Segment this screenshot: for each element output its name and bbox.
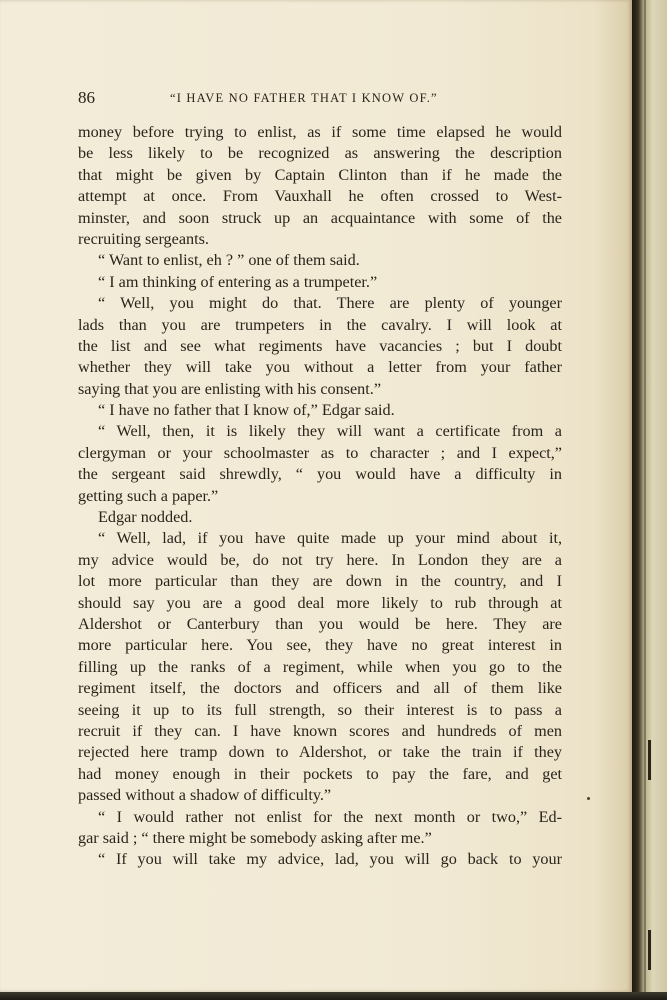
text-line: the sergeant said shrewdly, “ you would have a difficulty in (78, 465, 562, 484)
text-line: “ I would rather not enlist for the next month or two,” Ed- (98, 807, 562, 826)
text-line: “ Well, you might do that. There are plenty of younger (98, 294, 562, 313)
text-line: “ Want to enlist, eh ? ” one of them said. (98, 251, 360, 270)
text-line: that might be given by Captain Clinton than if he made the (78, 165, 562, 184)
text-line: “ I am thinking of entering as a trumpeter.” (98, 272, 378, 291)
text-line: the list and see what regiments have vacancies ; but I doubt (78, 336, 562, 355)
text-line: gar said ; “ there might be somebody asking after me.” (78, 828, 432, 847)
text-line: rejected here tramp down to Aldershot, or take the train if they (78, 743, 562, 762)
text-line: “ Well, then, it is likely they will want a certificate from a (98, 422, 562, 441)
text-line: saying that you are enlisting with his consent.” (78, 379, 382, 398)
text-line: regiment itself, the doctors and officers and all of them like (78, 679, 562, 698)
text-line: “ I have no father that I know of,” Edgar said. (98, 401, 395, 420)
text-line: Edgar nodded. (98, 508, 193, 527)
text-line: clergyman or your schoolmaster as to character ; and I expect,” (78, 443, 562, 462)
text-line: lot more particular than they are down in the country, and I (78, 572, 562, 591)
text-line: minster, and soon struck up an acquaintance with some of the (78, 208, 562, 227)
text-line: money before trying to enlist, as if some time elapsed he would (78, 123, 562, 141)
margin-mark (648, 740, 651, 780)
book-spine (632, 0, 667, 1000)
body-text (78, 122, 562, 871)
margin-dot (587, 797, 590, 800)
text-line: “ Well, lad, if you have quite made up your mind about it, (98, 529, 562, 548)
text-line: be less likely to be recognized as answering the description (78, 144, 562, 163)
text-line: attempt at once. From Vauxhall he often crossed to West- (78, 187, 562, 206)
text-line: filling up the ranks of a regiment, while when you go to the (78, 657, 562, 676)
running-title: “I HAVE NO FATHER THAT I KNOW OF.” (170, 91, 438, 105)
text-line: getting such a paper.” (78, 486, 219, 505)
text-line: lads than you are trumpeters in the cavalry. I will look at (78, 315, 562, 334)
margin-mark (648, 930, 651, 970)
text-line: seeing it up to its full strength, so their interest is to pass a (78, 700, 562, 719)
text-line: recruiting sergeants. (78, 229, 209, 248)
text-line: more particular here. You see, they have no great interest in (78, 636, 562, 655)
text-line: recruit if they can. I have known scores and hundreds of men (78, 721, 562, 740)
text-line: whether they will take you without a letter from your father (78, 358, 562, 377)
text-line: had money enough in their pockets to pay the fare, and get (78, 764, 562, 783)
text-line: Aldershot or Canterbury than you would be here. They are (78, 614, 562, 633)
text-line: my advice would be, do not try here. In London they are a (78, 550, 562, 569)
page-header (78, 88, 562, 110)
text-line: passed without a shadow of difficulty.” (78, 786, 332, 805)
bottom-page-edge (0, 992, 667, 1000)
page-number: 86 (78, 88, 95, 107)
text-line: should say you are a good deal more likely to rub through at (78, 593, 562, 612)
text-line: “ If you will take my advice, lad, you will go back to your (98, 850, 562, 869)
